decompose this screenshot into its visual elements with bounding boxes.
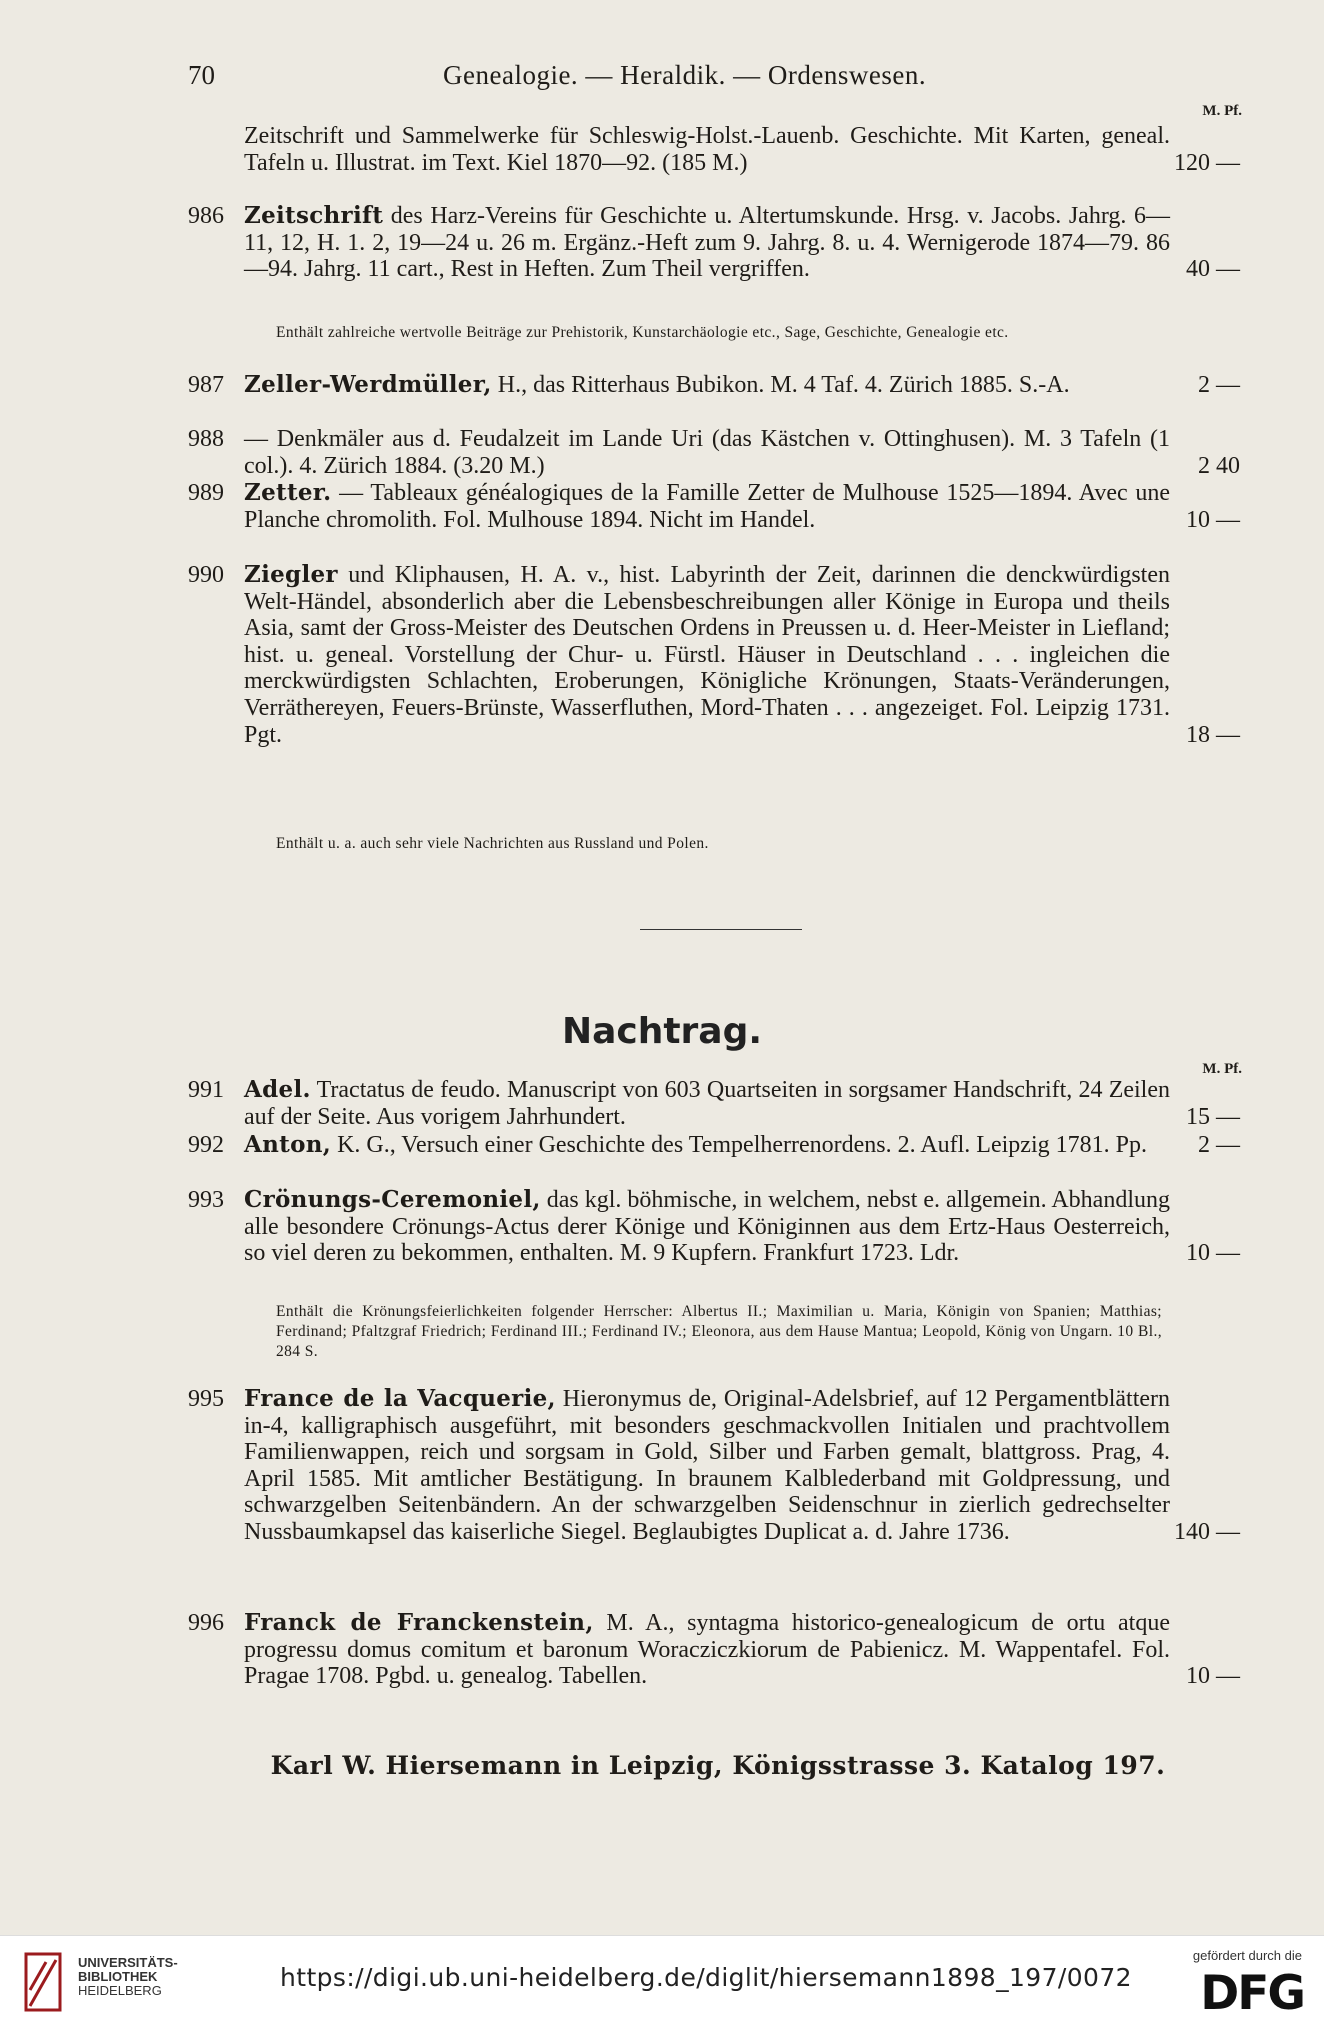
entry-text: H., das Ritterhaus Bubikon. M. 4 Taf. 4. Zürich 1885. S.-A. [491,372,1070,398]
entry-price: 18 — [1186,721,1240,748]
entry-body: Zeitschrift und Sammelwerke für Schleswig-Holst.-Lauenb. Geschichte. Mit Karten, geneal. Tafeln u. Illustrat. im Text. Kiel 1870—92. (185 M.) [244,123,1170,176]
entry-text: M. A., syntagma historico-genealogicum de ortu atque progressu domus comitum et baronum Woracziczkiorum de Pabienicz. M. Wappentafel. Fol. Pragae 1708. Pgbd. u. genealog. Tabellen. [244,1610,1170,1690]
entry-body [244,372,1170,399]
entry-heading: Anton, [244,1131,332,1158]
section-title: Nachtrag. [561,1011,763,1052]
entry-body [244,1386,1170,1546]
entry-price: 2 40 [1198,452,1240,479]
entry-body: — Denkmäler aus d. Feudalzeit im Lande Uri (das Kästchen v. Ottinghusen). M. 3 Tafeln (1 col.). 4. Zürich 1884. (3.20 M.) [244,426,1170,479]
entry-body [244,480,1170,533]
institution-line-2: BIBLIOTHEK [78,1969,158,1984]
section-divider [640,929,802,930]
entry-text: das kgl. böhmische, in welchem, nebst e. allgemein. Abhandlung alle besondere Crönungs-Actus derer Könige und Königinnen aus dem Ertz-Haus Oesterreich, so viel deren zu bekommen, enthalten. M. 9 Kupfern. Frankfurt 1723. Ldr. [244,1187,1170,1267]
catalog-entry [188,1187,1248,1267]
dfg-logo: DFG [1200,1966,1304,2021]
entry-body [244,203,1170,283]
entry-body [244,1077,1170,1130]
entry-price: 2 — [1198,1132,1240,1158]
entry-number: 993 [188,1187,224,1213]
entry-price: 40 — [1186,256,1240,283]
entry-body [244,1187,1170,1267]
institution-line-3: HEIDELBERG [78,1983,162,1998]
institution-line-1: UNIVERSITÄTS- [78,1955,178,1970]
catalog-entry [188,123,1248,176]
entry-number: 988 [188,426,224,452]
entry-text: Hieronymus de, Original-Adelsbrief, auf 12 Pergamentblättern in-4, kalligraphisch ausgeführt, mit besonders geschmackvollen Initialen und prachtvollem Familienwappen, reich und sorgsam in Gold, Silber und Farben gemalt, blattgross. Prag, 4. April 1585. Mit amtlicher Bestätigung. In braunem Kalblederband mit Goldpressung, und schwarzgelben Seitenbändern. An der schwarzgelben Seidenschnur in zierlich gedrechselter Nussbaumkapsel das kaiserliche Siegel. Beglaubigtes Duplicat a. d. Jahre 1736. [244,1386,1170,1545]
page-number: 70 [188,60,215,90]
permalink-url[interactable]: https://digi.ub.uni-heidelberg.de/diglit/hiersemann1898_197/0072 [280,1963,1132,1992]
entry-text: des Harz-Vereins für Geschichte u. Altertumskunde. Hrsg. v. Jacobs. Jahrg. 6—11, 12, H. 1. 2, 19—24 u. 26 m. Ergänz.-Heft zum 9. Jahrg. 8. u. 4. Wernigerode 1874—79. 86—94. Jahrg. 11 cart., Rest in Heften. Zum Theil vergriffen. [244,203,1170,283]
university-library-logo-icon [22,1950,64,2014]
entry-price: 15 — [1186,1103,1240,1130]
entry-number: 996 [188,1610,224,1636]
entry-text: K. G., Versuch einer Geschichte des Tempelherrenordens. 2. Aufl. Leipzig 1781. Pp. [331,1132,1147,1158]
catalog-entry [188,372,1248,399]
entry-note: Enthält u. a. auch sehr viele Nachrichten aus Russland und Polen. [276,835,709,852]
institution-name [78,1956,178,1998]
entry-number: 995 [188,1386,224,1412]
entry-note: Enthält die Krönungsfeierlichkeiten folgender Herrscher: Albertus II.; Maximilian u. Maria, Königin von Spanien; Matthias; Ferdinand; Pfaltzgraf Friedrich; Ferdinand III.; Ferdinand IV.; Eleonora, aus dem Hause Mantua; Leopold, König von Ungarn. 10 Bl., 284 S. [276,1303,1162,1360]
publisher-footer: Karl W. Hiersemann in Leipzig, Königsstrasse 3. Katalog 197. [270,1751,1166,1780]
entry-text: Tractatus de feudo. Manuscript von 603 Quartseiten in sorgsamer Handschrift, 24 Zeilen auf der Seite. Aus vorigem Jahrhundert. [244,1077,1170,1130]
entry-price: 10 — [1186,1240,1240,1267]
column-label: M. Pf. [1202,1061,1242,1077]
entry-price: 120 — [1174,149,1240,176]
entry-text: — Tableaux généalogiques de la Famille Zetter de Mulhouse 1525—1894. Avec une Planche chromolith. Fol. Mulhouse 1894. Nicht im Handel. [244,480,1170,533]
page-title: Genealogie. — Heraldik. — Ordenswesen. [443,60,927,90]
catalog-entry [188,480,1248,533]
catalog-entry [188,426,1248,479]
viewer-footer-bar [0,1935,1324,2031]
entry-number: 987 [188,372,224,398]
entry-number: 992 [188,1132,224,1158]
entry-heading: Zeller-Werdmüller, [244,371,492,398]
entry-body [244,562,1170,748]
entry-price: 10 — [1186,1663,1240,1690]
entry-heading: Zeitschrift [244,202,384,229]
entry-heading: Adel. [244,1076,311,1103]
entry-number: 989 [188,480,224,506]
entry-heading: Zetter. [244,479,332,506]
entry-heading: Ziegler [244,561,338,588]
column-label: M. Pf. [1202,103,1242,119]
catalog-entry [188,203,1248,283]
entry-heading: Franck de Franckenstein, [244,1609,594,1636]
entry-number: 991 [188,1077,224,1103]
entry-heading: France de la Vacquerie, [244,1385,556,1412]
entry-number: 990 [188,562,224,588]
entry-note: Enthält zahlreiche wertvolle Beiträge zur Prehistorik, Kunstarchäologie etc., Sage, Geschichte, Genealogie etc. [276,324,1009,341]
catalog-entry [188,1610,1248,1690]
catalog-entry [188,1132,1248,1159]
funded-by-label: gefördert durch die [1192,1948,1302,1963]
entry-heading: Crönungs-Ceremoniel, [244,1186,541,1213]
catalog-entry [188,1077,1248,1130]
entry-price: 140 — [1174,1518,1240,1545]
catalog-entry [188,1386,1248,1546]
entry-number: 986 [188,203,224,229]
entry-price: 10 — [1186,506,1240,533]
entry-price: 2 — [1198,372,1240,398]
entry-body [244,1132,1170,1159]
catalog-entry [188,562,1248,748]
entry-body [244,1610,1170,1690]
entry-text: und Kliphausen, H. A. v., hist. Labyrinth der Zeit, darinnen die denckwürdigsten Welt-Händel, absonderlich aber die Lebensbeschreibungen aller Könige in Europa und theils Asia, samt der Gross-Meister des Deutschen Ordens in Preussen u. d. Heer-Meister in Liefland; hist. u. geneal. Vorstellung der Chur- u. Fürstl. Häuser in Deutschland . . . ingleichen die merckwürdigsten Schlachten, Eroberungen, Königliche Krönungen, Staats-Veränderungen, Verräthereyen, Feuers-Brünste, Wasserfluthen, Mord-Thaten . . . angezeiget. Fol. Leipzig 1731. Pgt. [244,562,1170,748]
